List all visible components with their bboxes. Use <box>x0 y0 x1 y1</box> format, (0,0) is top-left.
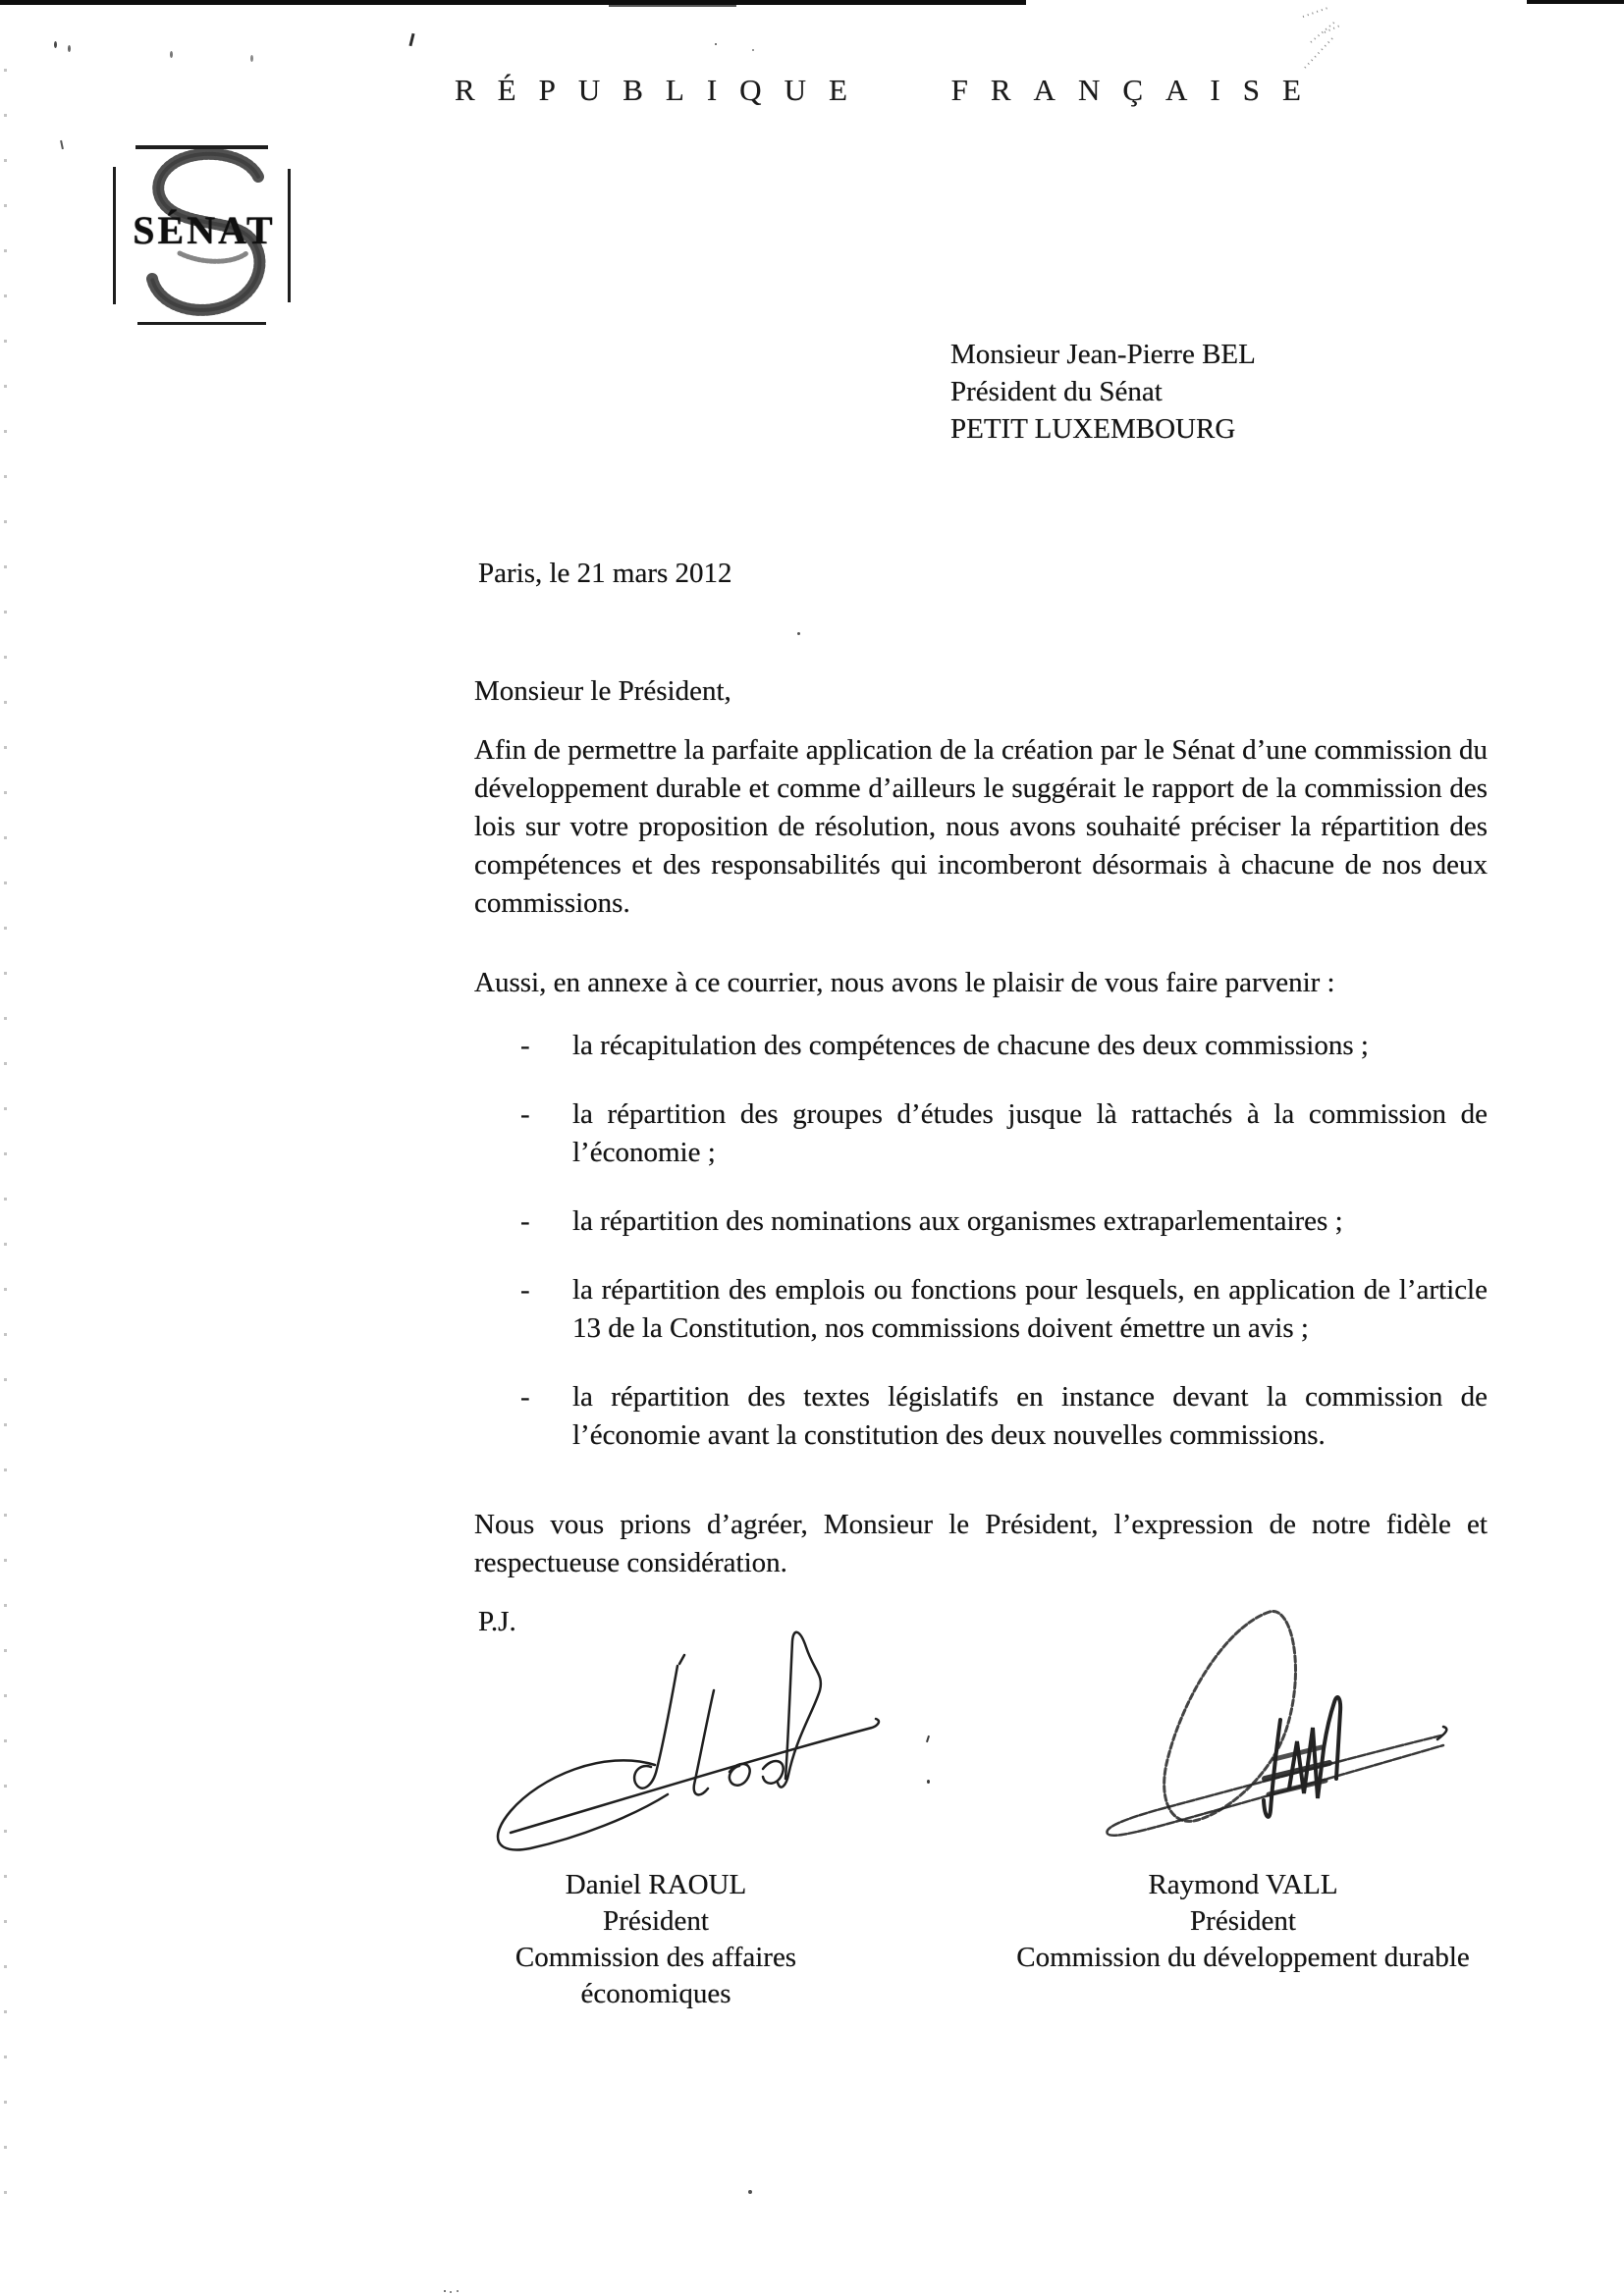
signer-commission: Commission des affaires économiques <box>514 1942 797 2009</box>
scan-noise <box>4 69 7 2228</box>
senat-logo <box>111 135 298 332</box>
recipient-name: Monsieur Jean-Pierre BEL <box>950 339 1256 370</box>
republic-header: RÉPUBLIQUE FRANÇAISE <box>455 73 1324 107</box>
scan-noise <box>748 2190 752 2194</box>
list-item <box>520 1378 1488 1455</box>
closing-paragraph: Nous vous prions d’agréer, Monsieur le Président, l’expression de notre fidèle et respectueuse considération. <box>474 1509 1488 1578</box>
salutation: Monsieur le Président, <box>474 675 731 707</box>
signer-block-right <box>993 1867 1493 1976</box>
scan-edge-bar <box>609 5 736 7</box>
logo-frame-top <box>135 145 268 149</box>
scan-noise <box>1291 3 1360 81</box>
signer-title: Président <box>1190 1905 1296 1937</box>
list-intro: Aussi, en annexe à ce courrier, nous avons le plaisir de vous faire parvenir : <box>474 967 1335 998</box>
scan-noise <box>60 140 64 149</box>
bullet-dash: - <box>520 1030 530 1061</box>
bullet-text: la récapitulation des compétences de chacune des deux commissions ; <box>572 1030 1369 1061</box>
scan-noise <box>444 2290 446 2292</box>
scan-edge-bar <box>0 0 1026 5</box>
bullet-dash: - <box>520 1381 530 1413</box>
logo-frame-bottom <box>137 322 266 325</box>
paragraph-1: Afin de permettre la parfaite application de la création par le Sénat d’une commission du développement durable et comme d’ailleurs le suggérait le rapport de la commission des lois sur votre proposition de résolution, nous avons souhaité préciser la répartition des compétences et des responsabilités qui incomberont désormais à chacune de nos deux commissions. <box>474 734 1488 919</box>
signer-name: Daniel RAOUL <box>565 1869 747 1900</box>
date-line: Paris, le 21 mars 2012 <box>478 558 732 589</box>
list-item <box>520 1095 1488 1172</box>
signature-raymond-vall <box>1088 1553 1584 1847</box>
recipient-title: Président du Sénat <box>950 376 1163 407</box>
scan-edge-bar <box>1527 0 1624 4</box>
scan-noise <box>408 33 414 46</box>
signature-daniel-raoul <box>486 1620 1085 1865</box>
bullet-text: la répartition des groupes d’études jusque là rattachés à la commission de l’économie ; <box>572 1098 1488 1168</box>
scan-noise <box>797 632 800 635</box>
attachments-label: P.J. <box>478 1606 516 1637</box>
recipient-address: PETIT LUXEMBOURG <box>950 413 1236 445</box>
list-item <box>520 1202 1488 1241</box>
signer-commission: Commission du développement durable <box>1016 1942 1470 1973</box>
bullet-list <box>520 1027 1488 1485</box>
bullet-dash: - <box>520 1274 530 1306</box>
bullet-text: la répartition des nominations aux organismes extraparlementaires ; <box>572 1205 1343 1237</box>
list-item <box>520 1027 1488 1065</box>
scan-noise <box>715 43 717 45</box>
scan-noise <box>54 41 57 48</box>
senat-logo-text: SÉNAT <box>133 208 276 252</box>
bullet-dash: - <box>520 1205 530 1237</box>
signer-block-left <box>447 1867 865 2012</box>
recipient-block <box>950 336 1256 448</box>
bullet-text: la répartition des textes législatifs en instance devant la commission de l’économie avant la constitution des deux nouvelles commissions. <box>572 1381 1488 1451</box>
bullet-dash: - <box>520 1098 530 1130</box>
signer-title: Président <box>603 1905 709 1937</box>
signer-name: Raymond VALL <box>1148 1869 1338 1900</box>
bullet-text: la répartition des emplois ou fonctions pour lesquels, en application de l’article 13 de la Constitution, nos commissions doivent émettre un avis ; <box>572 1274 1488 1344</box>
list-item <box>520 1271 1488 1348</box>
